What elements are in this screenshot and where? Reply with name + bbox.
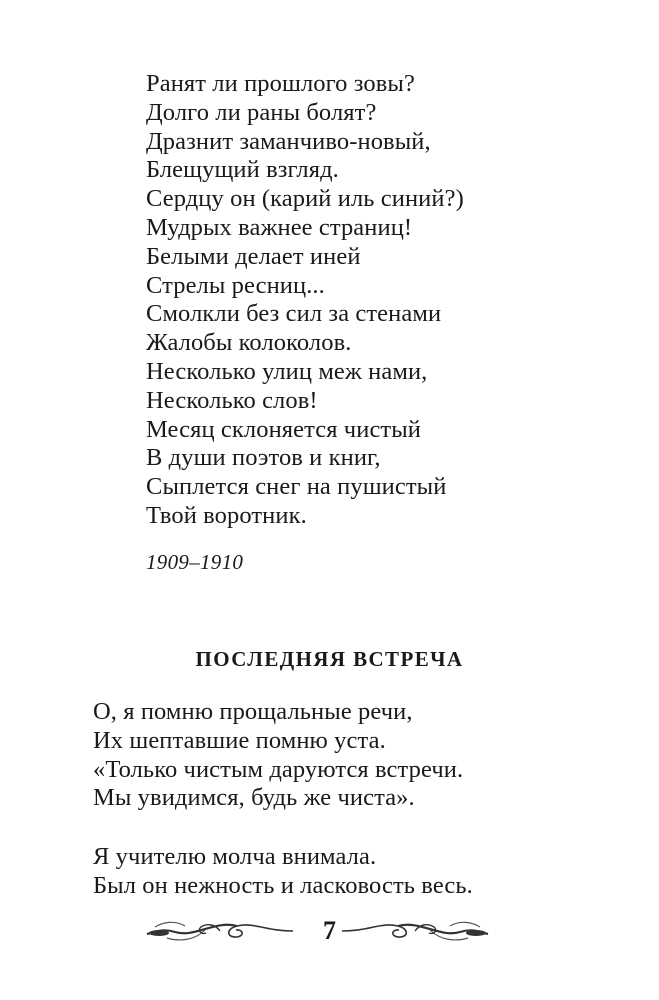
poem-line: Я учителю молча внимала. (93, 843, 377, 871)
poem-line: Мы увидимся, будь же чиста». (93, 784, 415, 812)
page-footer (0, 910, 659, 950)
poem-text (146, 70, 606, 531)
poem-line: Ранят ли прошлого зовы? (146, 70, 415, 97)
poem-line: Сыплется снег на пушистый (146, 473, 447, 501)
page-number: 7 (323, 916, 336, 945)
poem-line: Смолкли без сил за стенами (146, 300, 442, 328)
poem-line: Жалобы колоколов. (146, 329, 352, 357)
poem-line: Несколько улиц меж нами, (146, 357, 428, 385)
poem-date: 1909–1910 (146, 550, 244, 574)
poem-line: Сердцу он (карий иль синий?) (146, 185, 464, 213)
poem-line: Твой воротник. (146, 501, 307, 529)
flourish-ornament-icon (340, 918, 490, 944)
poem-title: ПОСЛЕДНЯЯ ВСТРЕЧА (195, 647, 464, 671)
poem-line: В души поэтов и книг, (146, 444, 381, 472)
poem-line: Месяц склоняется чистый (146, 415, 421, 443)
poem-line: О, я помню прощальные речи, (93, 698, 413, 725)
poem-text (93, 698, 633, 901)
poem-line: Несколько слов! (146, 386, 318, 414)
poem-line: Их шептавшие помню уста. (93, 726, 386, 754)
poem-line: «Только чистым даруются встречи. (93, 755, 464, 783)
poem-line: Долго ли раны болят? (146, 98, 377, 126)
poem-line: Мудрых важнее страниц! (146, 213, 413, 241)
poem-line: Блещущий взгляд. (146, 156, 339, 184)
poem-line: Дразнит заманчиво-новый, (146, 127, 431, 155)
poem-line: Белыми делает иней (146, 242, 361, 270)
poem-line: Стрелы ресниц... (146, 271, 325, 299)
poem-line: Был он нежность и ласковость весь. (93, 871, 473, 899)
stanza-break (93, 813, 633, 843)
